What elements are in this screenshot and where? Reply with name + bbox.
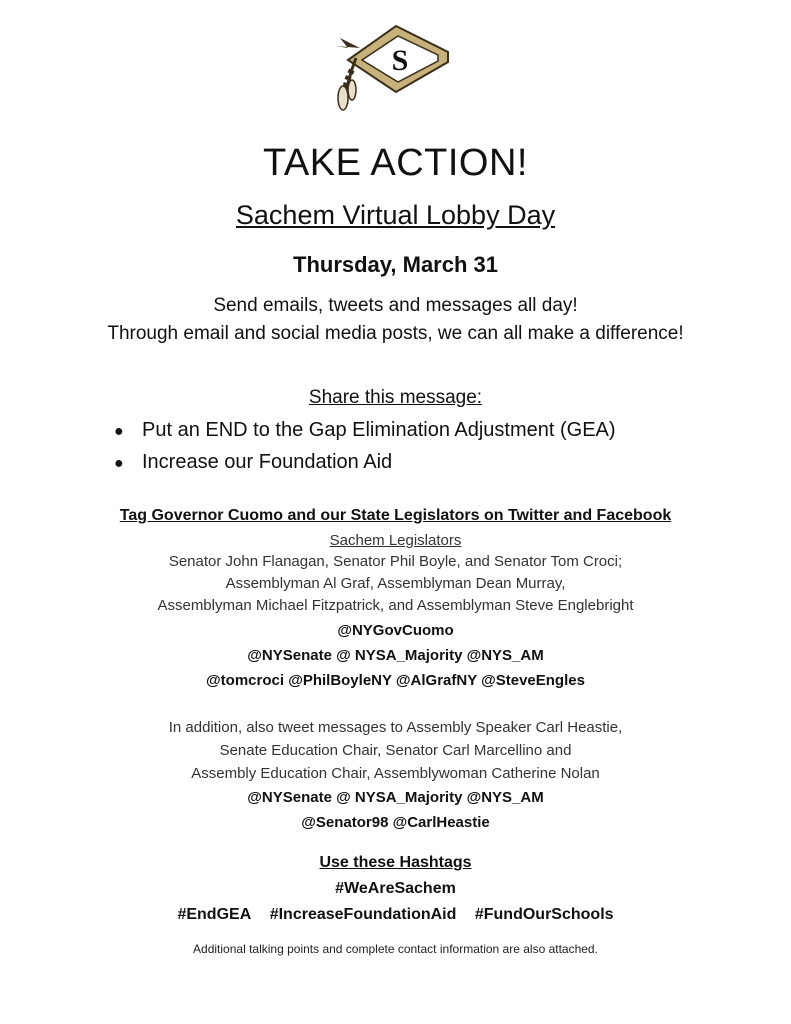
bullet-icon: ● — [114, 455, 124, 472]
footer-note: Additional talking points and complete contact information are also attached. — [193, 942, 598, 956]
hashtag: #EndGEA — [177, 906, 252, 923]
legislators-heading: Sachem Legislators — [329, 532, 462, 549]
legislators-line: Assemblyman Michael Fitzpatrick, and Assemblyman Steve Englebright — [157, 597, 634, 614]
addition-line: In addition, also tweet messages to Assembly Speaker Carl Heastie, — [168, 719, 623, 736]
hashtag-heading: Use these Hashtags — [319, 854, 472, 871]
lead-line: Through email and social media posts, we can all make a difference! — [107, 323, 684, 344]
event-date: Thursday, March 31 — [293, 252, 498, 277]
legislators-list — [0, 551, 791, 617]
bullet-item — [114, 415, 616, 447]
addition-line: Assembly Education Chair, Assemblywoman Catherine Nolan — [191, 765, 600, 782]
page-title: TAKE ACTION! — [262, 142, 528, 184]
page-subtitle: Sachem Virtual Lobby Day — [235, 200, 556, 230]
logo-letter: S — [391, 44, 409, 77]
lead-line: Send emails, tweets and messages all day! — [213, 295, 578, 316]
bullet-text: Increase our Foundation Aid — [142, 451, 393, 473]
addition-line: Senate Education Chair, Senator Carl Marcellino and — [219, 742, 572, 759]
social-handles — [0, 618, 791, 693]
handles-line: @Senator98 @CarlHeastie — [301, 814, 490, 831]
bullet-icon: ● — [114, 423, 124, 440]
tag-heading: Tag Governor Cuomo and our State Legislators on Twitter and Facebook — [119, 507, 672, 524]
lead-text — [0, 292, 791, 348]
legislators-line: Assemblyman Al Graf, Assemblyman Dean Murray, — [225, 575, 566, 592]
hashtag-primary: #WeAreSachem — [335, 880, 456, 897]
message-bullet-list — [114, 415, 616, 479]
hashtag-list — [0, 904, 791, 926]
legislators-line: Senator John Flanagan, Senator Phil Boyle, and Senator Tom Croci; — [168, 553, 623, 570]
additional-handles — [0, 785, 791, 835]
sachem-logo — [326, 18, 456, 113]
handles-line: @NYGovCuomo — [337, 622, 454, 639]
handles-line: @tomcroci @PhilBoyleNY @AlGrafNY @SteveEngles — [206, 672, 585, 689]
hashtag: #IncreaseFoundationAid — [269, 906, 457, 923]
hashtag: #FundOurSchools — [474, 906, 614, 923]
handles-line: @NYSenate @ NYSA_Majority @NYS_AM — [247, 647, 544, 664]
bullet-text: Put an END to the Gap Elimination Adjustment (GEA) — [142, 419, 616, 441]
additional-recipients — [0, 716, 791, 785]
handles-line: @NYSenate @ NYSA_Majority @NYS_AM — [247, 789, 544, 806]
share-heading: Share this message: — [308, 387, 483, 408]
bullet-item — [114, 447, 616, 479]
